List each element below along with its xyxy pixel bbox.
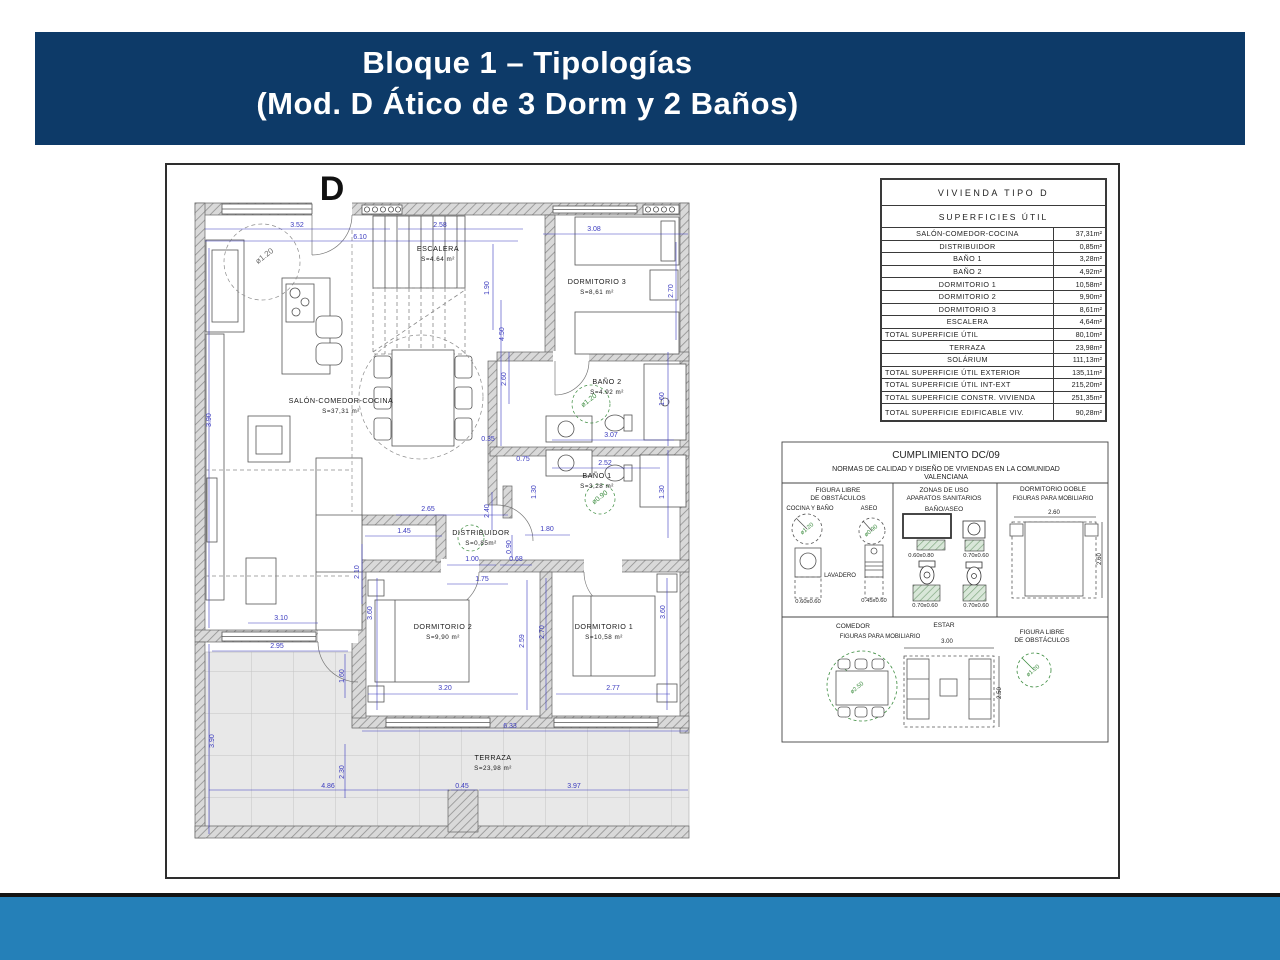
dim-label: 2.10 xyxy=(354,565,361,579)
sofa xyxy=(316,458,362,630)
table-row xyxy=(882,316,1105,329)
dim-label: 0.90 xyxy=(506,540,513,554)
row-label: DORMITORIO 2 xyxy=(938,292,997,302)
dim-label: DE OBSTÁCULOS xyxy=(810,495,866,502)
dim-label: 2.65 xyxy=(421,506,435,513)
table-row xyxy=(882,329,1105,342)
room-area: S=37,31 m² xyxy=(322,408,360,415)
dim-label: ø1.20 xyxy=(1025,664,1042,679)
table-row xyxy=(882,241,1105,254)
dim-label: 2.40 xyxy=(484,504,491,518)
superficies-rows xyxy=(882,228,1105,420)
dim-label: ø1.20 xyxy=(579,392,599,410)
dim-label: 3.52 xyxy=(290,222,304,229)
room-area: S=4.64 m² xyxy=(421,256,455,263)
dim-label: VALENCIANA xyxy=(924,474,968,481)
dim-label: FIGURA LIBRE xyxy=(815,487,861,494)
row-value: 215,20m² xyxy=(1053,379,1105,391)
table-row xyxy=(882,291,1105,304)
dim-label: 3.08 xyxy=(587,226,601,233)
room-name: SALÓN-COMEDOR-COCINA xyxy=(288,396,394,405)
dim-label: 0.35 xyxy=(481,436,495,443)
dim-label: 1.60 xyxy=(659,392,666,406)
dim-label: 0.70x0.60 xyxy=(912,603,938,609)
row-label: SALÓN-COMEDOR-COCINA xyxy=(916,229,1019,239)
row-value: 111,13m² xyxy=(1053,354,1105,366)
dim-label: ø2.50 xyxy=(849,681,866,696)
dim-label: 0.45x0.60 xyxy=(861,598,887,604)
dim-label: 3.60 xyxy=(367,606,374,620)
row-value: 8,61m² xyxy=(1053,304,1105,316)
dim-label: 1.60 xyxy=(339,669,346,683)
dim-label: LAVADERO xyxy=(824,573,856,579)
dim-label: ESTAR xyxy=(933,622,955,629)
row-label: TOTAL SUPERFICIE CONSTR. VIVIENDA xyxy=(885,393,1036,403)
dim-label: 3.90 xyxy=(209,734,216,748)
dim-label: 6.10 xyxy=(353,234,367,241)
dim-label: 0.70x0.60 xyxy=(963,553,989,559)
dim-label: 0.60x0.60 xyxy=(795,599,821,605)
slide-title-line1: Bloque 1 – Tipologías xyxy=(362,45,693,80)
row-value: 3,28m² xyxy=(1053,253,1105,265)
row-label: TERRAZA xyxy=(949,342,986,352)
dining-table xyxy=(392,350,454,446)
row-value: 23,98m² xyxy=(1053,341,1105,353)
dim-label: 6.33 xyxy=(503,723,517,730)
table-row xyxy=(882,304,1105,317)
dim-label: 3.07 xyxy=(604,432,618,439)
row-label: DORMITORIO 1 xyxy=(938,279,997,289)
dim-label: 4.86 xyxy=(321,783,335,790)
room-name: DORMITORIO 3 xyxy=(567,277,627,286)
dim-label: 2.30 xyxy=(339,765,346,779)
room-name: ESCALERA xyxy=(416,244,460,253)
dim-label: 0.45 xyxy=(455,783,469,790)
row-value: 4,92m² xyxy=(1053,266,1105,278)
plan-letter: D xyxy=(319,170,345,208)
room-area: S=8,61 m² xyxy=(580,289,614,296)
dim-label: FIGURAS PARA MOBILIARIO xyxy=(839,634,921,640)
dim-label: 3.60 xyxy=(660,605,667,619)
dim-label: 2.50 xyxy=(997,687,1003,699)
dim-label: 1.45 xyxy=(397,528,411,535)
table-row xyxy=(882,392,1105,405)
room-name: BAÑO 1 xyxy=(582,471,612,480)
dim-label: ø1.20 xyxy=(253,246,276,266)
table-row xyxy=(882,341,1105,354)
floor-plan xyxy=(190,168,706,860)
dim-label: COMEDOR xyxy=(836,623,870,630)
table-title: VIVIENDA TIPO D xyxy=(882,180,1105,206)
room-name: DISTRIBUIDOR xyxy=(452,528,510,537)
table-row xyxy=(882,253,1105,266)
dim-label: 2.59 xyxy=(519,634,526,648)
dim-label: 2.95 xyxy=(270,643,284,650)
row-label: SOLÁRIUM xyxy=(947,355,988,365)
room-name: BAÑO 2 xyxy=(592,377,622,386)
table-row xyxy=(882,354,1105,367)
superficies-table xyxy=(880,178,1107,422)
dim-label: 4.50 xyxy=(499,327,506,341)
row-value: 90,28m² xyxy=(1053,404,1105,420)
room-name: DORMITORIO 2 xyxy=(413,622,473,631)
slide-title xyxy=(35,42,1020,124)
room-name: DORMITORIO 1 xyxy=(574,622,634,631)
dim-label: DE OBSTÁCULOS xyxy=(1014,637,1070,644)
room-area: S=0,85m² xyxy=(465,540,497,547)
row-label: DISTRIBUIDOR xyxy=(939,241,996,251)
dim-label: 2.58 xyxy=(433,222,447,229)
row-label: BAÑO 1 xyxy=(953,254,982,264)
dim-label: ASEO xyxy=(860,506,878,512)
row-label: ESCALERA xyxy=(946,317,989,327)
row-value: 135,11m² xyxy=(1053,367,1105,379)
row-label: TOTAL SUPERFICIE ÚTIL INT-EXT xyxy=(885,380,1011,390)
dim-label: 3.97 xyxy=(567,783,581,790)
dim-label: APARATOS SANITARIOS xyxy=(906,495,982,502)
dim-label: 1.80 xyxy=(540,526,554,533)
table-row xyxy=(882,379,1105,392)
row-value: 80,10m² xyxy=(1053,329,1105,341)
row-value: 251,35m² xyxy=(1053,392,1105,404)
dim-label: 2.70 xyxy=(668,284,675,298)
row-value: 9,90m² xyxy=(1053,291,1105,303)
table-row xyxy=(882,404,1105,420)
dim-label: 0.70x0.60 xyxy=(963,603,989,609)
dim-label: 1.90 xyxy=(484,281,491,295)
dim-label: BAÑO/ASEO xyxy=(924,506,964,513)
cumplimiento-box xyxy=(781,440,1112,746)
dim-label: 3.90 xyxy=(206,413,213,427)
header-bar xyxy=(35,32,1245,145)
dim-label: 0.68 xyxy=(509,556,523,563)
dim-label: 2.60 xyxy=(501,372,508,386)
table-row xyxy=(882,367,1105,380)
table-row xyxy=(882,228,1105,241)
room-area: S=4.92 m² xyxy=(590,389,624,396)
dim-label: FIGURAS PARA MOBILIARIO xyxy=(1012,496,1094,502)
dim-label: ø0.90 xyxy=(863,524,880,539)
stairs xyxy=(373,216,465,354)
dim-label: 3.20 xyxy=(438,685,452,692)
dim-label: ZONAS DE USO xyxy=(919,487,969,494)
dim-label: 1.30 xyxy=(531,485,538,499)
dim-label: 3.10 xyxy=(274,615,288,622)
row-label: TOTAL SUPERFICIE EDIFICABLE VIV. xyxy=(885,407,1025,417)
dim-label: 0.60x0.80 xyxy=(908,553,934,559)
table-row xyxy=(882,266,1105,279)
dim-label: 1.75 xyxy=(475,576,489,583)
dim-label: 2.60 xyxy=(1048,510,1060,516)
dim-label: 0.75 xyxy=(516,456,530,463)
room-area: S=10,58 m² xyxy=(585,634,623,641)
room-area: S=9,90 m² xyxy=(426,634,460,641)
table-row xyxy=(882,278,1105,291)
dim-label: 2.77 xyxy=(606,685,620,692)
row-label: BAÑO 2 xyxy=(953,267,982,277)
dim-label: 2.60 xyxy=(1097,553,1103,565)
dim-label: COCINA Y BAÑO xyxy=(786,506,834,512)
dim-label: 2.70 xyxy=(539,625,546,639)
dim-label: ø1.20 xyxy=(799,522,816,537)
slide-title-line2: (Mod. D Ático de 3 Dorm y 2 Baños) xyxy=(256,86,799,121)
dim-label: 3.00 xyxy=(941,639,953,645)
row-value: 37,31m² xyxy=(1053,228,1105,240)
table-subtitle: SUPERFICIES ÚTIL xyxy=(882,206,1105,228)
dim-label: 1.30 xyxy=(659,485,666,499)
room-area: S=3,28 m² xyxy=(580,483,614,490)
dim-label: 1.00 xyxy=(465,556,479,563)
dim-label: FIGURA LIBRE xyxy=(1019,629,1065,636)
row-label: DORMITORIO 3 xyxy=(938,304,997,314)
dim-label: 2.52 xyxy=(598,460,612,467)
dim-label: ø0.90 xyxy=(590,489,610,507)
row-value: 4,64m² xyxy=(1053,316,1105,328)
room-area: S=23,98 m² xyxy=(474,765,512,772)
row-value: 0,85m² xyxy=(1053,241,1105,253)
cumplimiento-title: CUMPLIMIENTO DC/09 xyxy=(892,450,1000,461)
dim-label: DORMITORIO DOBLE xyxy=(1020,486,1086,493)
row-label: TOTAL SUPERFICIE ÚTIL EXTERIOR xyxy=(885,367,1021,377)
footer-bar xyxy=(0,893,1280,960)
bed-dorm2 xyxy=(375,600,469,682)
row-value: 10,58m² xyxy=(1053,278,1105,290)
row-label: TOTAL SUPERFICIE ÚTIL xyxy=(885,330,979,340)
room-name: TERRAZA xyxy=(474,753,512,762)
dim-label: NORMAS DE CALIDAD Y DISEÑO DE VIVIENDAS EN LA COMUNIDAD xyxy=(832,466,1060,473)
